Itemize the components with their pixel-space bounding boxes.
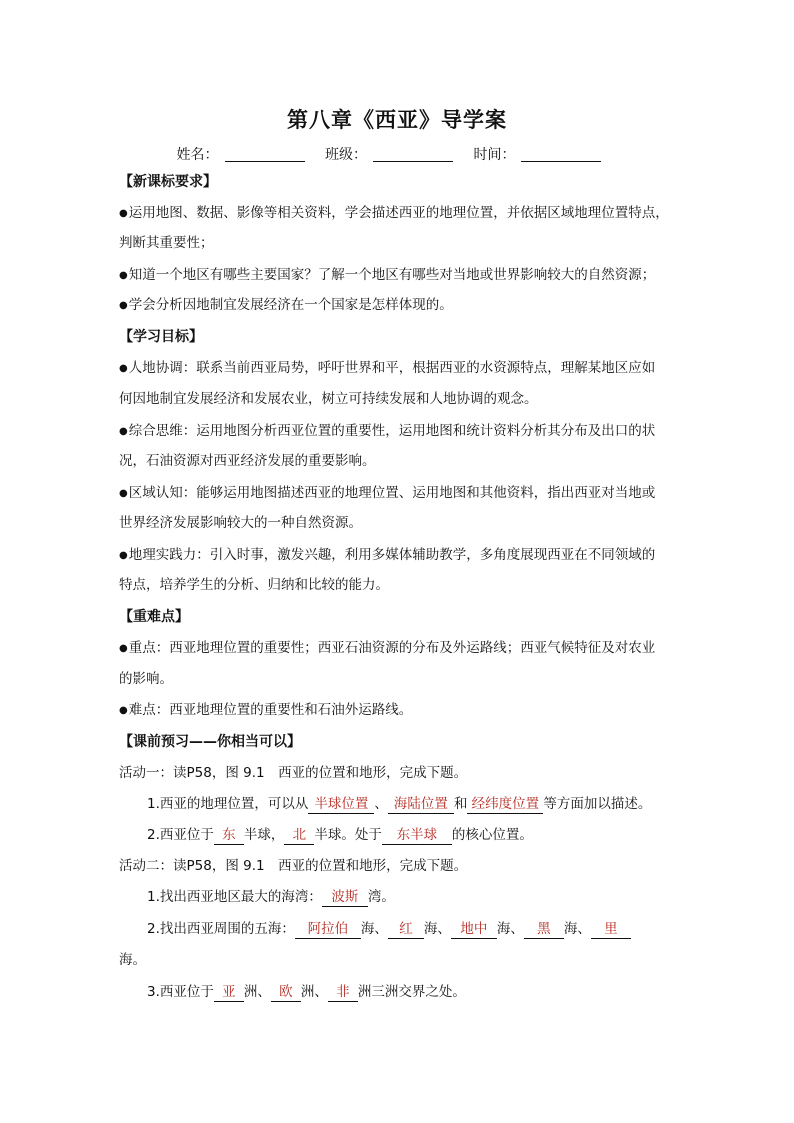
answer-blank[interactable]: 阿拉伯: [295, 920, 361, 939]
answer-blank[interactable]: 黑: [524, 920, 564, 939]
goal-item: ●综合思维：运用地图分析西亚位置的重要性，运用地图和统计资料分析其分布及出口的状: [119, 423, 656, 439]
bullet-icon: ●: [119, 270, 128, 281]
bullet-icon: ●: [119, 208, 128, 219]
bullet-icon: ●: [119, 643, 128, 654]
question-1: 1.西亚的地理位置，可以从 半球位置 、 海陆位置 和 经纬度位置 等方面加以描述。: [147, 796, 652, 812]
curriculum-item: ●知道一个地区有哪些主要国家？了解一个地区有哪些对当地或世界影响较大的自然资源；: [119, 267, 656, 283]
answer-blank[interactable]: 非: [328, 983, 358, 1002]
name-label: 姓名：: [176, 147, 219, 163]
answer-blank[interactable]: 波斯: [322, 888, 368, 907]
bullet-icon: ●: [119, 705, 128, 716]
activity-two-title: 活动二：读P58，图 9.1 西亚的位置和地形，完成下题。: [119, 858, 468, 874]
question-2: 2.西亚位于 东 半球， 北 半球。处于 东半球 的核心位置。: [147, 827, 533, 843]
curriculum-item: ●运用地图、数据、影像等相关资料，学会描述西亚的地理位置，并依据区域地理位置特点，: [119, 205, 669, 221]
answer-blank[interactable]: 地中: [451, 920, 497, 939]
curriculum-item-cont: 判断其重要性；: [119, 235, 214, 251]
bullet-icon: ●: [119, 300, 128, 311]
activity-one-title: 活动一：读P58，图 9.1 西亚的位置和地形，完成下题。: [119, 765, 468, 781]
curriculum-item: ●学会分析因地制宜发展经济在一个国家是怎样体现的。: [119, 297, 453, 313]
key-point-item-cont: 的影响。: [119, 671, 173, 687]
answer-blank[interactable]: 海陆位置: [388, 795, 454, 814]
answer-blank[interactable]: 东半球: [382, 826, 452, 845]
question-3: 1.找出西亚地区最大的海湾： 波斯 湾。: [147, 889, 395, 905]
goal-item: ●区域认知：能够运用地图描述西亚的地理位置、运用地图和其他资料，指出西亚对当地或: [119, 485, 656, 501]
class-label: 班级：: [325, 147, 367, 163]
section-heading-goals: 【学习目标】: [119, 329, 203, 345]
name-blank[interactable]: [225, 147, 305, 162]
goal-item-cont: 况，石油资源对西亚经济发展的重要影响。: [119, 453, 376, 469]
answer-blank[interactable]: 红: [388, 920, 424, 939]
time-label: 时间：: [473, 147, 516, 163]
section-heading-preview: 【课前预习——你相当可以】: [119, 734, 301, 750]
goal-item-cont: 何因地制宜发展经济和发展农业，树立可持续发展和人地协调的观念。: [119, 391, 538, 407]
section-heading-curriculum: 【新课标要求】: [119, 174, 217, 190]
answer-blank[interactable]: 半球位置: [308, 795, 374, 814]
answer-blank[interactable]: 里: [591, 920, 631, 939]
answer-blank[interactable]: 北: [284, 826, 314, 845]
question-5: 3.西亚位于 亚 洲、 欧 洲、 非 洲三洲交界之处。: [147, 984, 466, 1000]
class-blank[interactable]: [373, 147, 453, 162]
bullet-icon: ●: [119, 363, 128, 374]
document-title: 第八章《西亚》导学案: [287, 108, 507, 132]
goal-item: ●地理实践力：引入时事，激发兴趣，利用多媒体辅助教学，多角度展现西亚在不同领域的: [119, 547, 656, 563]
bullet-icon: ●: [119, 426, 128, 437]
bullet-icon: ●: [119, 488, 128, 499]
bullet-icon: ●: [119, 550, 128, 561]
question-4-cont: 海。: [119, 952, 146, 968]
answer-blank[interactable]: 亚: [214, 983, 244, 1002]
goal-item-cont: 世界经济发展影响较大的一种自然资源。: [119, 515, 362, 531]
answer-blank[interactable]: 欧: [271, 983, 301, 1002]
key-point-item: ●难点：西亚地理位置的重要性和石油外运路线。: [119, 702, 413, 718]
student-info-row: [0, 144, 794, 164]
question-4: 2.找出西亚周围的五海： 阿拉伯 海、 红 海、 地中 海、 黑 海、 里: [147, 919, 631, 939]
answer-blank[interactable]: 东: [214, 826, 244, 845]
answer-blank[interactable]: 经纬度位置: [467, 795, 543, 814]
section-heading-key-points: 【重难点】: [119, 609, 189, 625]
goal-item: ●人地协调：联系当前西亚局势，呼吁世界和平，根据西亚的水资源特点，理解某地区应如: [119, 360, 656, 376]
key-point-item: ●重点：西亚地理位置的重要性；西亚石油资源的分布及外运路线；西亚气候特征及对农业: [119, 640, 656, 656]
goal-item-cont: 特点，培养学生的分析、归纳和比较的能力。: [119, 577, 389, 593]
time-blank[interactable]: [521, 147, 601, 162]
